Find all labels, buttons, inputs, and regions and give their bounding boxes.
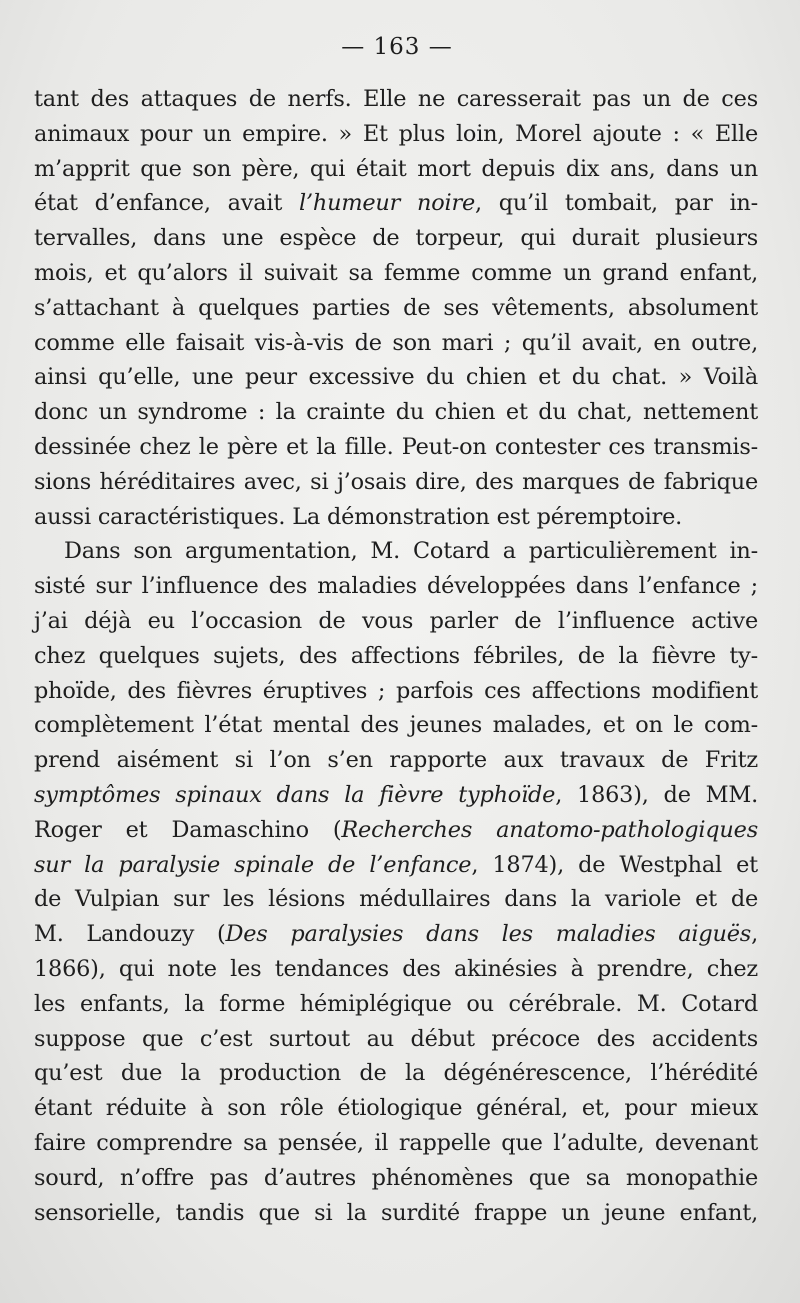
text-line xyxy=(34,465,758,500)
text-line xyxy=(34,708,758,743)
text-line xyxy=(34,987,758,1022)
text-segment: j’ai déjà eu l’occasion de vous parler de l’influence active xyxy=(34,607,758,634)
text-segment: 1866), qui note les tendances des akinésies à prendre, chez xyxy=(34,955,758,982)
text-segment: , 1863), de MM. xyxy=(555,781,758,808)
italic-text: Des paralysies dans les maladies aiguës xyxy=(225,921,752,948)
text-line xyxy=(34,152,758,187)
text-segment: sourd, n’offre pas d’autres phénomènes que sa monopathie xyxy=(34,1164,758,1191)
text-segment: complètement l’état mental des jeunes malades, et on le com- xyxy=(34,712,758,739)
text-segment: dessinée chez le père et la fille. Peut-on contester ces transmis- xyxy=(34,433,758,460)
text-line xyxy=(34,743,758,778)
page-number: — 163 — xyxy=(341,34,453,60)
text-line xyxy=(34,186,758,221)
text-segment: faire comprendre sa pensée, il rappelle que l’adulte, devenant xyxy=(34,1129,758,1156)
text-line xyxy=(34,639,758,674)
text-segment: Roger et Damaschino ( xyxy=(34,816,342,843)
text-line xyxy=(34,1196,758,1231)
text-segment: comme elle faisait vis-à-vis de son mari ; qu’il avait, en outre, xyxy=(34,329,758,356)
text-segment: tant des attaques de nerfs. Elle ne caresserait pas un de ces xyxy=(34,86,758,112)
text-line xyxy=(34,1161,758,1196)
text-line xyxy=(34,360,758,395)
italic-text: symptômes spinaux dans la fièvre typhoïde xyxy=(34,781,556,808)
text-line xyxy=(34,882,758,917)
text-line xyxy=(34,430,758,465)
text-segment: sensorielle, tandis que si la surdité frappe un jeune enfant, xyxy=(34,1199,758,1226)
text-segment: ainsi qu’elle, une peur excessive du chien et du chat. » Voilà xyxy=(34,364,758,391)
text-segment: état d’enfance, avait xyxy=(34,190,299,217)
text-segment: , xyxy=(751,921,759,948)
text-segment: , 1874), de Westphal et xyxy=(471,851,758,878)
text-line xyxy=(34,291,758,326)
body-text xyxy=(34,82,758,1230)
text-segment: donc un syndrome : la crainte du chien et du chat, nettement xyxy=(34,399,758,426)
text-line xyxy=(34,256,758,291)
text-segment: sions héréditaires avec, si j’osais dire, des marques de fabrique xyxy=(34,468,758,495)
text-segment: sisté sur l’influence des maladies développées dans l’enfance ; xyxy=(34,573,758,600)
text-line xyxy=(34,1126,758,1161)
text-segment: Dans son argumentation, M. Cotard a particulièrement in- xyxy=(64,538,758,565)
text-segment: étant réduite à son rôle étiologique général, et, pour mieux xyxy=(34,1095,758,1122)
text-line xyxy=(34,778,758,813)
text-segment: mois, et qu’alors il suivait sa femme comme un grand enfant, xyxy=(34,259,758,286)
text-segment: m’apprit que son père, qui était mort depuis dix ans, dans un xyxy=(34,155,758,182)
text-line xyxy=(34,813,758,848)
text-segment: M. Landouzy ( xyxy=(34,921,226,948)
text-segment: s’attachant à quelques parties de ses vêtements, absolument xyxy=(34,294,758,321)
text-segment: chez quelques sujets, des affections fébriles, de la fièvre ty- xyxy=(34,642,758,669)
text-line xyxy=(34,395,758,430)
text-line xyxy=(34,1056,758,1091)
text-line xyxy=(34,117,758,152)
text-line xyxy=(34,221,758,256)
text-segment: tervalles, dans une espèce de torpeur, qui durait plusieurs xyxy=(34,225,758,252)
text-segment: suppose que c’est surtout au début précoce des accidents xyxy=(34,1025,758,1052)
text-segment: de Vulpian sur les lésions médullaires dans la variole et de xyxy=(34,886,758,913)
text-line xyxy=(34,326,758,361)
text-line xyxy=(34,82,758,117)
text-segment: les enfants, la forme hémiplégique ou cérébrale. M. Cotard xyxy=(34,990,758,1017)
text-line xyxy=(34,1022,758,1057)
text-line xyxy=(34,917,758,952)
text-line xyxy=(34,674,758,709)
text-segment: aussi caractéristiques. La démonstration est péremptoire. xyxy=(34,503,683,530)
text-line xyxy=(34,569,758,604)
text-segment: , qu’il tombait, par in- xyxy=(475,190,759,217)
text-line xyxy=(34,848,758,883)
text-line xyxy=(34,1091,758,1126)
text-line xyxy=(34,952,758,987)
italic-text: l’humeur noire xyxy=(299,190,476,217)
text-segment: animaux pour un empire. » Et plus loin, Morel ajoute : « Elle xyxy=(34,120,758,147)
text-segment: phoïde, des fièvres éruptives ; parfois ces affections modifient xyxy=(34,677,758,704)
text-segment: qu’est due la production de la dégénérescence, l’hérédité xyxy=(34,1060,758,1087)
italic-text: Recherches anatomo-pathologiques xyxy=(341,816,758,843)
italic-text: sur la paralysie spinale de l’enfance xyxy=(34,851,472,878)
text-line xyxy=(34,534,758,569)
text-segment: prend aisément si l’on s’en rapporte aux travaux de Fritz xyxy=(34,747,758,774)
text-line xyxy=(34,604,758,639)
text-line xyxy=(34,500,758,535)
